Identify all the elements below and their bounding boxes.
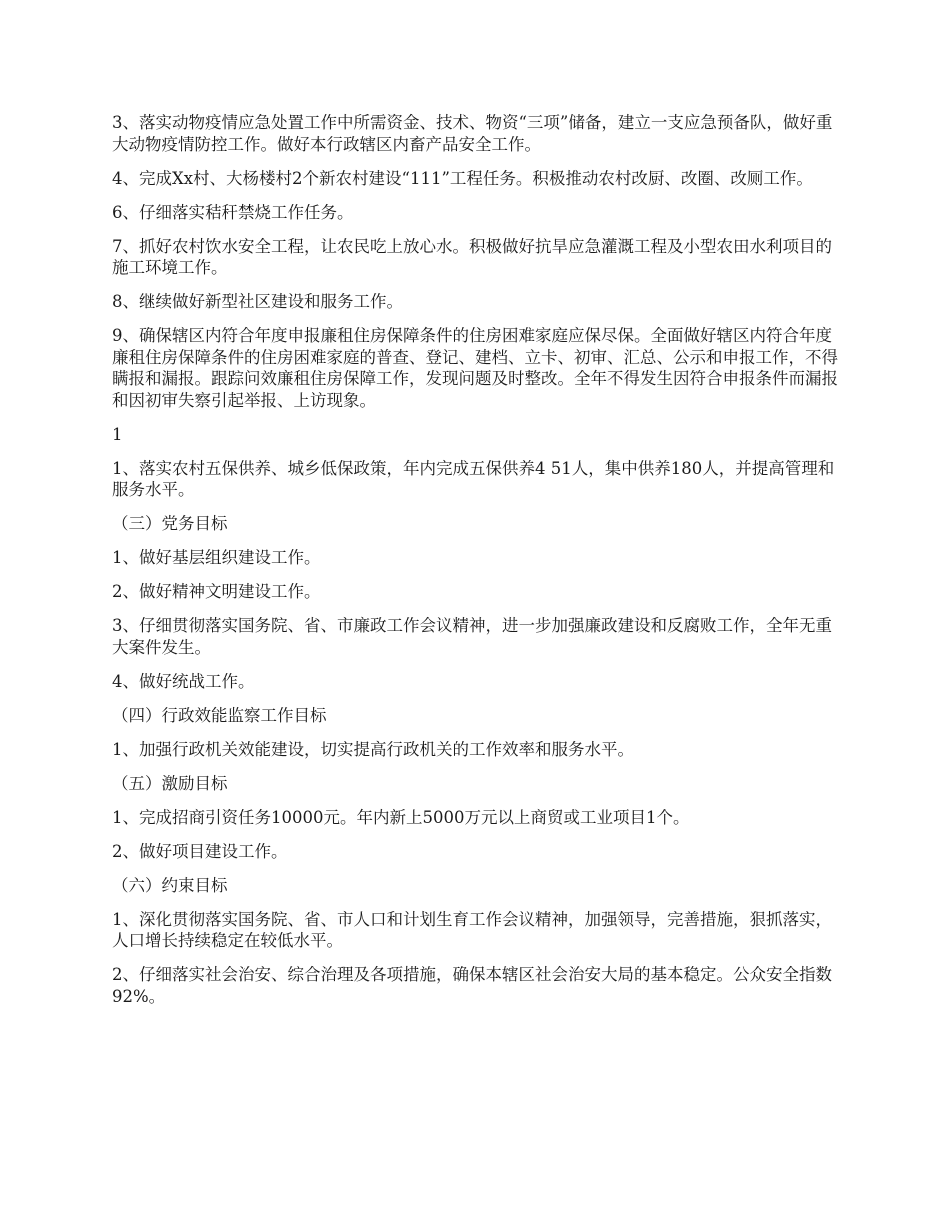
paragraph-projects: 2、做好项目建设工作。: [112, 841, 288, 861]
paragraph-welfare: 1、落实农村五保供养、城乡低保政策，年内完成五保供养4 51人，集中供养180人，并提高管理和服务水平。: [112, 458, 835, 499]
section-heading-efficiency: （四）行政效能监察工作目标: [112, 705, 327, 725]
section-heading-constraint: （六）约束目标: [112, 875, 228, 895]
section-heading-incentive: （五）激励目标: [112, 773, 228, 793]
paragraph-housing: 9、确保辖区内符合年度申报廉租住房保障条件的住房困难家庭应保尽保。全面做好辖区内符合年度廉租住房保障条件的住房困难家庭的普查、登记、建档、立卡、初审、汇总、公示和申报工作，不得瞒报和漏报。跟踪问效廉租住房保障工作，发现问题及时整改。全年不得发生因符合申报条件而漏报和因初审失察引起举报、上访现象。: [112, 326, 838, 410]
paragraph-number: 1: [112, 424, 123, 444]
paragraph-civilization: 2、做好精神文明建设工作。: [112, 582, 321, 601]
paragraph-efficiency: 1、加强行政机关效能建设，切实提高行政机关的工作效率和服务水平。: [112, 739, 634, 759]
paragraph-integrity: 3、仔细贯彻落实国务院、省、市廉政工作会议精神，进一步加强廉政建设和反腐败工作，全年无重大案件发生。: [112, 616, 832, 657]
paragraph-new-village: 4、完成Xx村、大杨楼村2个新农村建设“111”工程任务。积极推动农村改厨、改圈、改厕工作。: [112, 168, 813, 188]
paragraph-population: 1、深化贯彻落实国务院、省、市人口和计划生育工作会议精神，加强领导，完善措施，狠抓落实，人口增长持续稳定在较低水平。: [112, 909, 832, 950]
paragraph-animal-epidemic: 3、落实动物疫情应急处置工作中所需资金、技术、物资“三项”储备，建立一支应急预备队，做好重大动物疫情防控工作。做好本行政辖区内畜产品安全工作。: [112, 113, 833, 154]
paragraph-public-security: 2、仔细落实社会治安、综合治理及各项措施，确保本辖区社会治安大局的基本稳定。公众安全指数92%。: [112, 965, 832, 1006]
paragraph-united-front: 4、做好统战工作。: [112, 671, 255, 691]
paragraph-community: 8、继续做好新型社区建设和服务工作。: [112, 292, 403, 311]
paragraph-organization: 1、做好基层组织建设工作。: [112, 548, 321, 567]
paragraph-straw-burning: 6、仔细落实秸秆禁烧工作任务。: [112, 202, 354, 222]
paragraph-investment: 1、完成招商引资任务10000元。年内新上5000万元以上商贸或工业项目1个。: [112, 807, 690, 827]
paragraph-drinking-water: 7、抓好农村饮水安全工程，让农民吃上放心水。积极做好抗旱应急灌溉工程及小型农田水利项目的施工环境工作。: [112, 236, 832, 277]
section-heading-party: （三）党务目标: [112, 514, 228, 533]
document-body: [112, 112, 840, 1020]
